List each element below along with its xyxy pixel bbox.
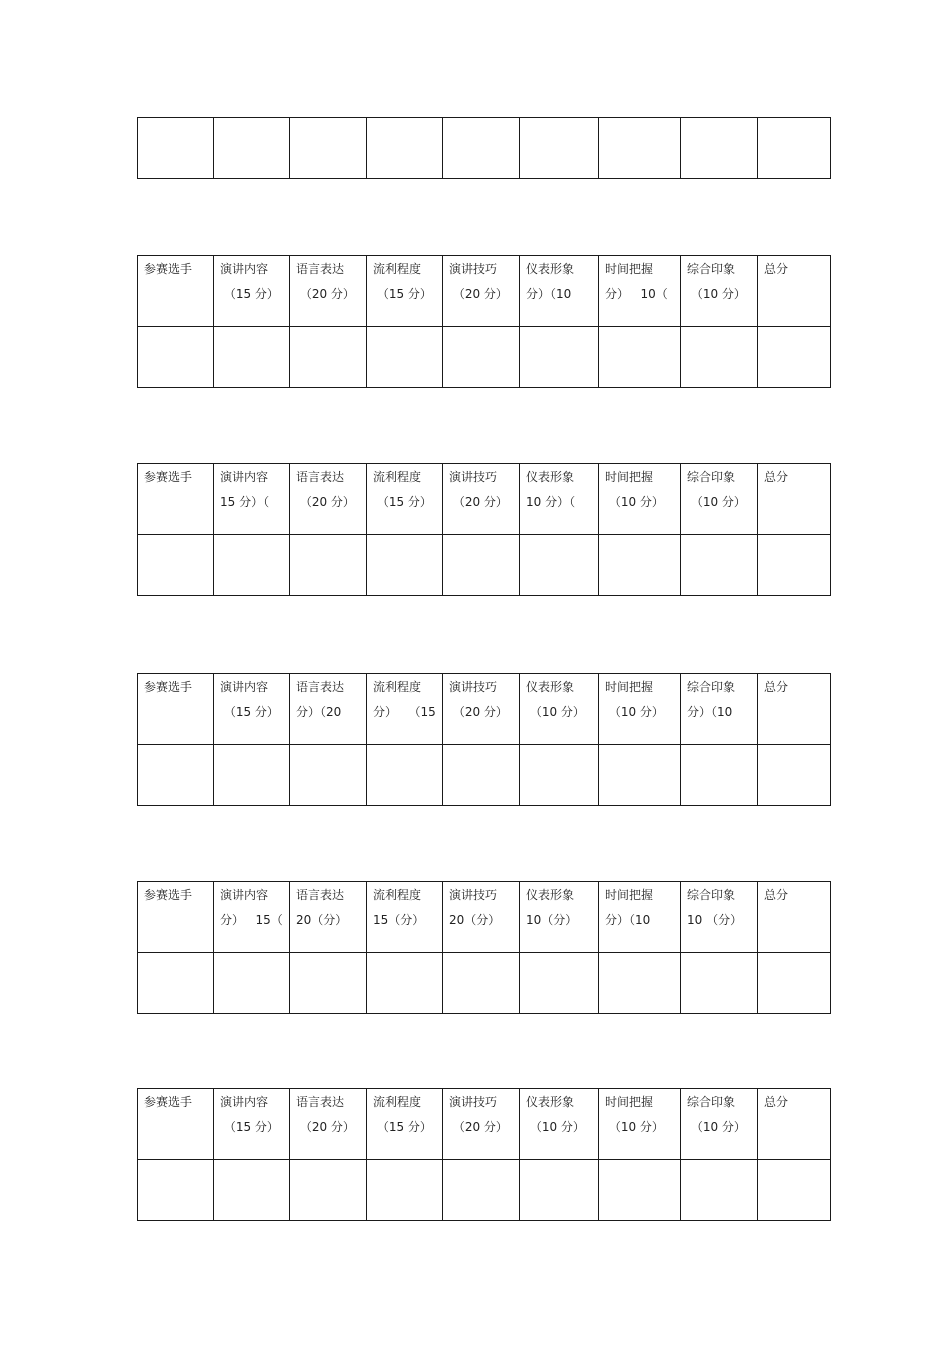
entry-cell[interactable] bbox=[520, 118, 599, 179]
entry-cell[interactable] bbox=[138, 535, 214, 596]
entry-cell[interactable] bbox=[443, 745, 520, 806]
header-cell-technique: 演讲技巧 20（分） bbox=[443, 882, 520, 953]
score-entry-row bbox=[138, 118, 831, 179]
header-cell-contestant: 参赛选手 bbox=[138, 464, 214, 535]
entry-cell[interactable] bbox=[214, 327, 290, 388]
entry-cell[interactable] bbox=[681, 745, 758, 806]
header-cell-total: 总分 bbox=[758, 882, 831, 953]
header-cell-content: 演讲内容 分） 15（ bbox=[214, 882, 290, 953]
entry-cell[interactable] bbox=[599, 953, 681, 1014]
score-table-5 bbox=[137, 1088, 831, 1221]
header-cell-language: 语言表达 20（分） bbox=[290, 882, 367, 953]
entry-cell[interactable] bbox=[367, 327, 443, 388]
header-cell-content: 演讲内容 （15 分） bbox=[214, 256, 290, 327]
header-cell-contestant: 参赛选手 bbox=[138, 1089, 214, 1160]
header-cell-content: 演讲内容 15 分）（ bbox=[214, 464, 290, 535]
entry-cell[interactable] bbox=[214, 1160, 290, 1221]
header-cell-contestant: 参赛选手 bbox=[138, 882, 214, 953]
header-cell-content: 演讲内容 （15 分） bbox=[214, 1089, 290, 1160]
entry-cell[interactable] bbox=[681, 535, 758, 596]
entry-cell[interactable] bbox=[443, 953, 520, 1014]
entry-cell[interactable] bbox=[367, 535, 443, 596]
entry-cell[interactable] bbox=[290, 118, 367, 179]
entry-cell[interactable] bbox=[758, 953, 831, 1014]
entry-cell[interactable] bbox=[520, 535, 599, 596]
entry-cell[interactable] bbox=[214, 953, 290, 1014]
score-entry-row bbox=[138, 535, 831, 596]
header-cell-impression: 综合印象 分）（10 bbox=[681, 674, 758, 745]
entry-cell[interactable] bbox=[138, 327, 214, 388]
header-cell-contestant: 参赛选手 bbox=[138, 256, 214, 327]
score-table-1 bbox=[137, 255, 831, 388]
entry-cell[interactable] bbox=[520, 745, 599, 806]
entry-cell[interactable] bbox=[290, 535, 367, 596]
header-cell-impression: 综合印象 （10 分） bbox=[681, 1089, 758, 1160]
header-cell-timing: 时间把握 分）（10 bbox=[599, 882, 681, 953]
header-cell-appearance: 仪表形象 （10 分） bbox=[520, 674, 599, 745]
header-cell-impression: 综合印象 （10 分） bbox=[681, 464, 758, 535]
entry-cell[interactable] bbox=[214, 535, 290, 596]
entry-cell[interactable] bbox=[443, 535, 520, 596]
score-header-row bbox=[138, 464, 831, 535]
header-cell-content: 演讲内容 （15 分） bbox=[214, 674, 290, 745]
header-cell-total: 总分 bbox=[758, 256, 831, 327]
score-table-3 bbox=[137, 673, 831, 806]
entry-cell[interactable] bbox=[599, 535, 681, 596]
header-cell-technique: 演讲技巧 （20 分） bbox=[443, 256, 520, 327]
header-cell-total: 总分 bbox=[758, 464, 831, 535]
entry-cell[interactable] bbox=[138, 1160, 214, 1221]
score-entry-row bbox=[138, 327, 831, 388]
score-entry-row bbox=[138, 953, 831, 1014]
header-cell-impression: 综合印象 10 （分） bbox=[681, 882, 758, 953]
entry-cell[interactable] bbox=[443, 118, 520, 179]
entry-cell[interactable] bbox=[290, 953, 367, 1014]
entry-cell[interactable] bbox=[520, 1160, 599, 1221]
header-cell-impression: 综合印象 （10 分） bbox=[681, 256, 758, 327]
entry-cell[interactable] bbox=[758, 118, 831, 179]
score-table-0 bbox=[137, 117, 831, 179]
entry-cell[interactable] bbox=[367, 953, 443, 1014]
entry-cell[interactable] bbox=[758, 327, 831, 388]
header-cell-technique: 演讲技巧 （20 分） bbox=[443, 1089, 520, 1160]
header-cell-fluency: 流利程度 15（分） bbox=[367, 882, 443, 953]
entry-cell[interactable] bbox=[290, 745, 367, 806]
score-header-row bbox=[138, 256, 831, 327]
score-header-row bbox=[138, 882, 831, 953]
header-cell-language: 语言表达 （20 分） bbox=[290, 256, 367, 327]
header-cell-appearance: 仪表形象 10（分） bbox=[520, 882, 599, 953]
header-cell-timing: 时间把握 （10 分） bbox=[599, 464, 681, 535]
entry-cell[interactable] bbox=[290, 327, 367, 388]
entry-cell[interactable] bbox=[443, 327, 520, 388]
entry-cell[interactable] bbox=[758, 535, 831, 596]
entry-cell[interactable] bbox=[599, 745, 681, 806]
header-cell-language: 语言表达 （20 分） bbox=[290, 1089, 367, 1160]
header-cell-timing: 时间把握 （10 分） bbox=[599, 1089, 681, 1160]
score-entry-row bbox=[138, 745, 831, 806]
entry-cell[interactable] bbox=[138, 953, 214, 1014]
entry-cell[interactable] bbox=[138, 745, 214, 806]
entry-cell[interactable] bbox=[758, 745, 831, 806]
entry-cell[interactable] bbox=[520, 327, 599, 388]
entry-cell[interactable] bbox=[214, 118, 290, 179]
entry-cell[interactable] bbox=[599, 118, 681, 179]
entry-cell[interactable] bbox=[681, 953, 758, 1014]
header-cell-language: 语言表达 分）（20 bbox=[290, 674, 367, 745]
entry-cell[interactable] bbox=[138, 118, 214, 179]
entry-cell[interactable] bbox=[443, 1160, 520, 1221]
entry-cell[interactable] bbox=[290, 1160, 367, 1221]
score-header-row bbox=[138, 674, 831, 745]
entry-cell[interactable] bbox=[599, 327, 681, 388]
entry-cell[interactable] bbox=[681, 327, 758, 388]
header-cell-technique: 演讲技巧 （20 分） bbox=[443, 464, 520, 535]
score-table-4 bbox=[137, 881, 831, 1014]
entry-cell[interactable] bbox=[758, 1160, 831, 1221]
header-cell-fluency: 流利程度 （15 分） bbox=[367, 256, 443, 327]
header-cell-technique: 演讲技巧 （20 分） bbox=[443, 674, 520, 745]
header-cell-appearance: 仪表形象 10 分）（ bbox=[520, 464, 599, 535]
header-cell-timing: 时间把握 （10 分） bbox=[599, 674, 681, 745]
header-cell-language: 语言表达 （20 分） bbox=[290, 464, 367, 535]
entry-cell[interactable] bbox=[681, 1160, 758, 1221]
entry-cell[interactable] bbox=[367, 118, 443, 179]
entry-cell[interactable] bbox=[214, 745, 290, 806]
entry-cell[interactable] bbox=[520, 953, 599, 1014]
header-cell-total: 总分 bbox=[758, 674, 831, 745]
entry-cell[interactable] bbox=[681, 118, 758, 179]
score-header-row bbox=[138, 1089, 831, 1160]
header-cell-fluency: 流利程度 （15 分） bbox=[367, 464, 443, 535]
header-cell-total: 总分 bbox=[758, 1089, 831, 1160]
entry-cell[interactable] bbox=[367, 1160, 443, 1221]
header-cell-fluency: 流利程度 （15 分） bbox=[367, 1089, 443, 1160]
header-cell-appearance: 仪表形象 （10 分） bbox=[520, 1089, 599, 1160]
header-cell-contestant: 参赛选手 bbox=[138, 674, 214, 745]
entry-cell[interactable] bbox=[367, 745, 443, 806]
header-cell-appearance: 仪表形象 分）（10 bbox=[520, 256, 599, 327]
score-entry-row bbox=[138, 1160, 831, 1221]
score-table-2 bbox=[137, 463, 831, 596]
entry-cell[interactable] bbox=[599, 1160, 681, 1221]
header-cell-fluency: 流利程度 分） （15 bbox=[367, 674, 443, 745]
header-cell-timing: 时间把握 分） 10（ bbox=[599, 256, 681, 327]
